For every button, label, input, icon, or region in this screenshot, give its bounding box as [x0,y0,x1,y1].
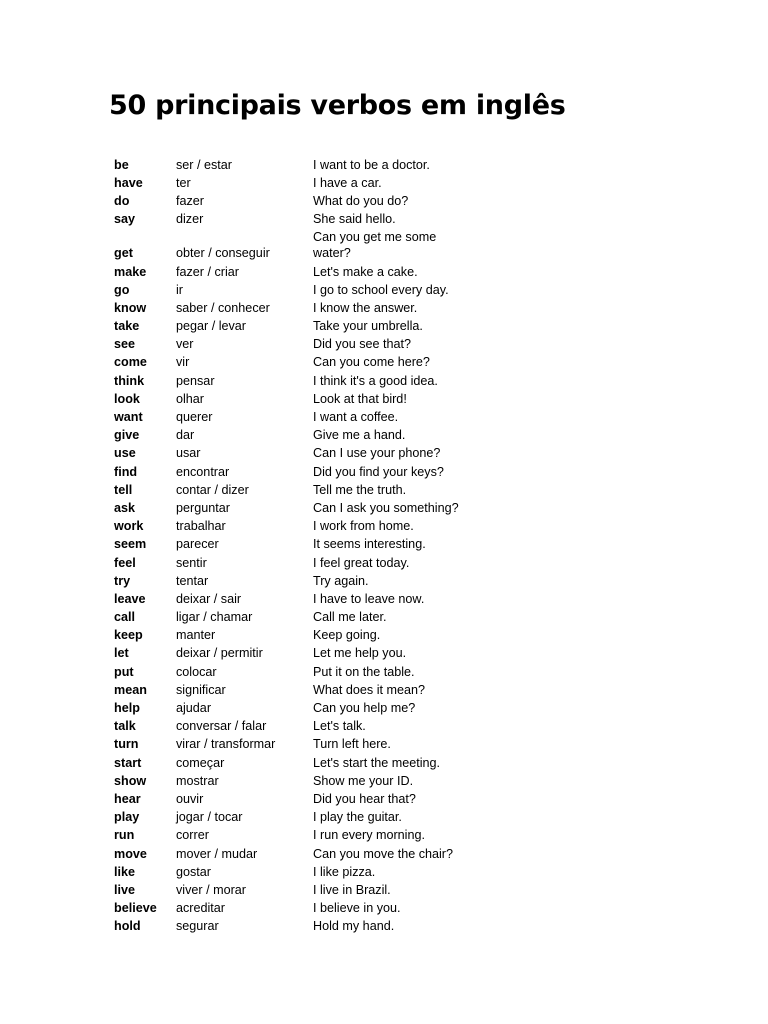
verb-row-put [114,663,494,681]
verb-word: try [114,573,131,588]
verb-example: Show me your ID. [313,773,414,788]
verb-word: work [114,519,144,534]
verb-row-mean [114,681,494,699]
verb-word: make [114,264,147,279]
verb-translation: fazer [176,194,204,209]
verb-translation: virar / transformar [176,737,276,752]
verb-translation: deixar / sair [176,591,242,606]
verb-word: see [114,337,136,352]
verb-word: be [114,157,129,172]
verb-row-want [114,408,494,426]
verb-example: Let me help you. [313,646,407,661]
verb-example: I like pizza. [313,864,376,879]
verb-example: She said hello. [313,212,396,227]
verb-word: do [114,194,130,209]
verb-example: Can you get me some water? [313,229,437,261]
verb-row-keep [114,626,494,644]
verb-row-ask [114,499,494,517]
verb-translation: jogar / tocar [176,810,243,825]
verb-translation: mostrar [176,773,219,788]
verb-translation: segurar [176,919,219,934]
verb-row-seem [114,536,494,554]
verb-example: I believe in you. [313,901,401,916]
verb-word: ask [114,500,136,515]
verb-row-leave [114,590,494,608]
verb-word: start [114,755,142,770]
verb-example: Tell me the truth. [313,482,407,497]
verb-example: I play the guitar. [313,810,402,825]
verb-word: mean [114,682,147,697]
verb-row-show [114,772,494,790]
verb-example: I have to leave now. [313,591,425,606]
verb-row-try [114,572,494,590]
verb-example: I go to school every day. [313,282,449,297]
verb-row-turn [114,736,494,754]
verb-example: Turn left here. [313,737,391,752]
verb-row-use [114,445,494,463]
verb-example: Give me a hand. [313,428,406,443]
verb-row-think [114,372,494,390]
verb-row-call [114,608,494,626]
verb-row-believe [114,899,494,917]
verb-word: want [114,410,143,425]
verb-translation: gostar [176,864,212,879]
verb-word: believe [114,901,157,916]
verb-word: let [114,646,129,661]
verb-example: Let's start the meeting. [313,755,441,770]
verb-row-move [114,845,494,863]
verb-word: have [114,175,143,190]
verb-row-help [114,699,494,717]
verb-word: seem [114,537,147,552]
verb-example: Keep going. [313,628,381,643]
verb-word: use [114,446,136,461]
verb-translation: contar / dizer [176,482,249,497]
verb-translation: trabalhar [176,519,226,534]
verb-row-run [114,827,494,845]
verb-translation: ouvir [176,791,204,806]
verb-word: run [114,828,135,843]
verb-example: Can you come here? [313,355,430,370]
verb-table [114,156,494,936]
verb-example: Call me later. [313,610,387,625]
verb-word: take [114,319,140,334]
verb-example: Look at that bird! [313,391,407,406]
verb-translation: deixar / permitir [176,646,263,661]
verb-row-feel [114,554,494,572]
verb-translation: ajudar [176,701,212,716]
verb-example: Did you find your keys? [313,464,444,479]
verb-translation: encontrar [176,464,230,479]
verb-example: I think it's a good idea. [313,373,438,388]
verb-translation: começar [176,755,225,770]
verb-row-let [114,645,494,663]
verb-row-take [114,317,494,335]
verb-word: move [114,846,147,861]
verb-example: I want to be a doctor. [313,157,430,172]
verb-translation: perguntar [176,500,230,515]
verb-translation: manter [176,628,216,643]
verb-example: Did you hear that? [313,791,416,806]
verb-example: I work from home. [313,519,414,534]
verb-translation: ir [176,282,183,297]
verb-translation: viver / morar [176,882,246,897]
verb-translation: dizer [176,212,204,227]
verb-example: Can you help me? [313,701,416,716]
verb-example: I know the answer. [313,300,418,315]
verb-row-look [114,390,494,408]
verb-translation: dar [176,428,195,443]
verb-word: call [114,610,136,625]
verb-word: turn [114,737,139,752]
verb-translation: fazer / criar [176,264,239,279]
verb-translation: olhar [176,391,205,406]
verb-example: I run every morning. [313,828,425,843]
verb-row-talk [114,717,494,735]
verb-translation: pegar / levar [176,319,247,334]
verb-translation: querer [176,410,213,425]
verb-row-say [114,211,494,229]
verb-translation: obter / conseguir [176,246,270,261]
verb-example: It seems interesting. [313,537,426,552]
verb-row-find [114,463,494,481]
verb-translation: acreditar [176,901,225,916]
verb-row-tell [114,481,494,499]
verb-translation: conversar / falar [176,719,267,734]
verb-example: Try again. [313,573,369,588]
verb-word: keep [114,628,143,643]
verb-row-get [114,229,494,263]
verb-example: What does it mean? [313,682,426,697]
verb-word: put [114,664,134,679]
verb-translation: ser / estar [176,157,232,172]
page-title: 50 principais verbos em inglês [109,90,566,121]
verb-row-be [114,156,494,174]
verb-row-start [114,754,494,772]
verb-word: say [114,212,136,227]
verb-word: give [114,428,140,443]
verb-row-make [114,263,494,281]
verb-translation: parecer [176,537,219,552]
verb-example: Can I ask you something? [313,500,459,515]
verb-translation: significar [176,682,226,697]
verb-row-go [114,281,494,299]
verb-example: Hold my hand. [313,919,395,934]
verb-translation: usar [176,446,201,461]
verb-word: live [114,882,136,897]
verb-word: know [114,300,147,315]
verb-row-do [114,192,494,210]
verb-example: Let's make a cake. [313,264,418,279]
verb-word: play [114,810,140,825]
verb-translation: vir [176,355,190,370]
verb-row-see [114,335,494,353]
verb-word: leave [114,591,146,606]
verb-example: I want a coffee. [313,410,399,425]
verb-row-play [114,808,494,826]
verb-translation: pensar [176,373,215,388]
verb-word: hear [114,791,141,806]
verb-word: go [114,282,130,297]
verb-translation: mover / mudar [176,846,258,861]
verb-word: look [114,391,140,406]
verb-example: I have a car. [313,175,382,190]
verb-example: Did you see that? [313,337,412,352]
verb-translation: ter [176,175,191,190]
verb-row-have [114,174,494,192]
verb-row-give [114,426,494,444]
verb-word: talk [114,719,136,734]
verb-translation: tentar [176,573,209,588]
verb-translation: saber / conhecer [176,300,270,315]
verb-row-work [114,517,494,535]
verb-translation: ver [176,337,194,352]
verb-example: Can I use your phone? [313,446,441,461]
verb-example: I feel great today. [313,555,410,570]
verb-row-like [114,863,494,881]
verb-word: help [114,701,140,716]
verb-example: Can you move the chair? [313,846,454,861]
verb-row-hold [114,917,494,935]
verb-translation: colocar [176,664,217,679]
verb-example: Put it on the table. [313,664,415,679]
verb-row-live [114,881,494,899]
verb-word: tell [114,482,133,497]
verb-word: get [114,246,133,261]
verb-example: I live in Brazil. [313,882,391,897]
verb-word: like [114,864,136,879]
verb-translation: sentir [176,555,207,570]
verb-word: come [114,355,147,370]
verb-word: find [114,464,138,479]
verb-example: Let's talk. [313,719,366,734]
verb-word: think [114,373,145,388]
verb-translation: ligar / chamar [176,610,253,625]
verb-example: Take your umbrella. [313,319,423,334]
verb-word: hold [114,919,141,934]
verb-row-hear [114,790,494,808]
verb-row-know [114,299,494,317]
verb-row-come [114,354,494,372]
verb-example: What do you do? [313,194,409,209]
verb-translation: correr [176,828,209,843]
verb-word: show [114,773,147,788]
verb-word: feel [114,555,136,570]
